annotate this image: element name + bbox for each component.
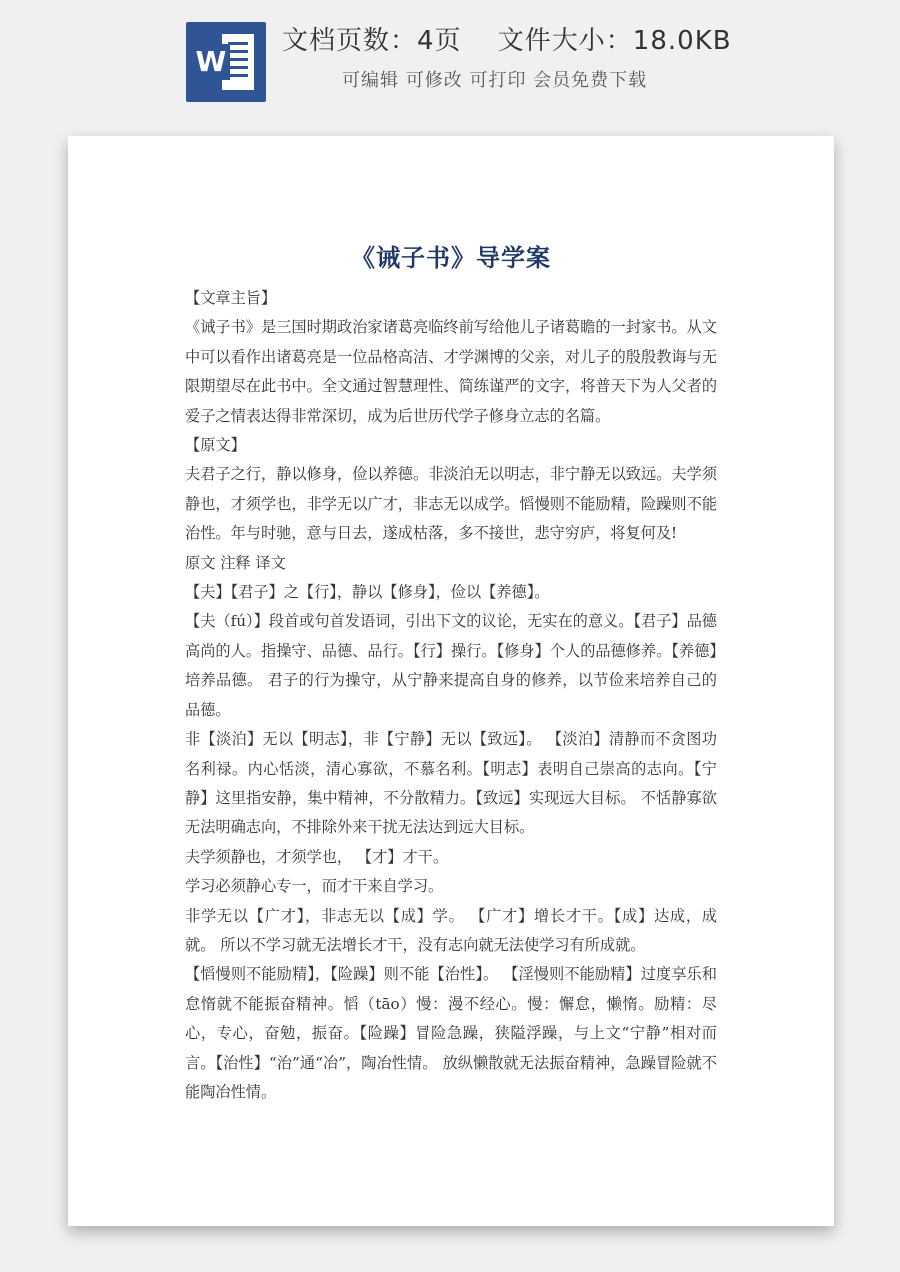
document-features: 可编辑 可修改 可打印 会员免费下载 xyxy=(342,70,648,91)
page-title: 《诫子书》导学案 xyxy=(351,244,551,272)
paragraph-translation-3: 学习必须静心专一，而才干来自学习。 xyxy=(185,877,444,896)
paragraph-line-1: 【夫】【君子】之【行】，静以【修身】，俭以【养德】。 xyxy=(185,583,550,602)
section-heading-original: 【原文】 xyxy=(185,436,246,455)
paragraph-note-4: 非学无以【广才】，非志无以【成】学。 【广才】增长才干。【成】达成，成就。 所以不学习就无法增长才干，没有志向就无法使学习有所成就。 xyxy=(185,906,717,954)
paragraph-note-5: 【慆慢则不能励精】，【险躁】则不能【治性】。 【淫慢则不能励精】过度享乐和怠惰就不能振奋精神。慆（tāo）慢：漫不经心。慢：懈怠，懒惰。励精：尽心，专心，奋勉，振奋。【险躁】冒险急躁，狭隘浮躁，与上文“宁静”相对而言。【治性】“治”通“冶”，陶冶性情。 放纵懒散就无法振奋精神，急躁冒险就不能陶冶性情。 xyxy=(185,965,717,1101)
document-info-title: 文档页数：4页 文件大小：18.0KB xyxy=(282,26,732,56)
document-page xyxy=(68,136,834,1226)
paragraph-original-text: 夫君子之行，静以修身，俭以养德。非淡泊无以明志，非宁静无以致远。夫学须静也，才须学也，非学无以广才，非志无以成学。慆慢则不能励精，险躁则不能治性。年与时驰，意与日去，遂成枯落，多不接世，悲守穷庐，将复何及! xyxy=(185,465,717,543)
paragraph-note-1: 【夫（fú）】段首或句首发语词，引出下文的议论，无实在的意义。【君子】品德高尚的人。指操守、品德、品行。【行】操行。【修身】个人的品德修养。【养德】培养品德。 君子的行为操守，从宁静来提高自身的修养，以节俭来培养自己的品德。 xyxy=(185,612,717,719)
paragraph-line-3: 夫学须静也，才须学也， 【才】才干。 xyxy=(185,847,449,866)
paragraph-note-2: 非【淡泊】无以【明志】，非【宁静】无以【致远】。 【淡泊】清静而不贪图功名利禄。内心恬淡，清心寡欲，不慕名利。【明志】表明自己崇高的志向。【宁静】这里指安静，集中精神，不分散精力。【致远】实现远大目标。 不恬静寡欲无法明确志向，不排除外来干扰无法达到远大目标。 xyxy=(185,730,717,837)
section-heading-notes: 原文 注释 译文 xyxy=(185,553,286,572)
download-banner xyxy=(0,0,900,120)
word-document-icon xyxy=(186,22,266,102)
word-letter: W xyxy=(192,44,230,80)
paragraph-theme: 《诫子书》是三国时期政治家诸葛亮临终前写给他儿子诸葛瞻的一封家书。从文中可以看作出诸葛亮是一位品格高洁、才学渊博的父亲，对儿子的殷殷教诲与无限期望尽在此书中。全文通过智慧理性、简练谨严的文字，将普天下为人父者的爱子之情表达得非常深切，成为后世历代学子修身立志的名篇。 xyxy=(185,318,717,425)
section-heading-theme: 【文章主旨】 xyxy=(185,289,277,307)
document-body xyxy=(185,284,717,1107)
